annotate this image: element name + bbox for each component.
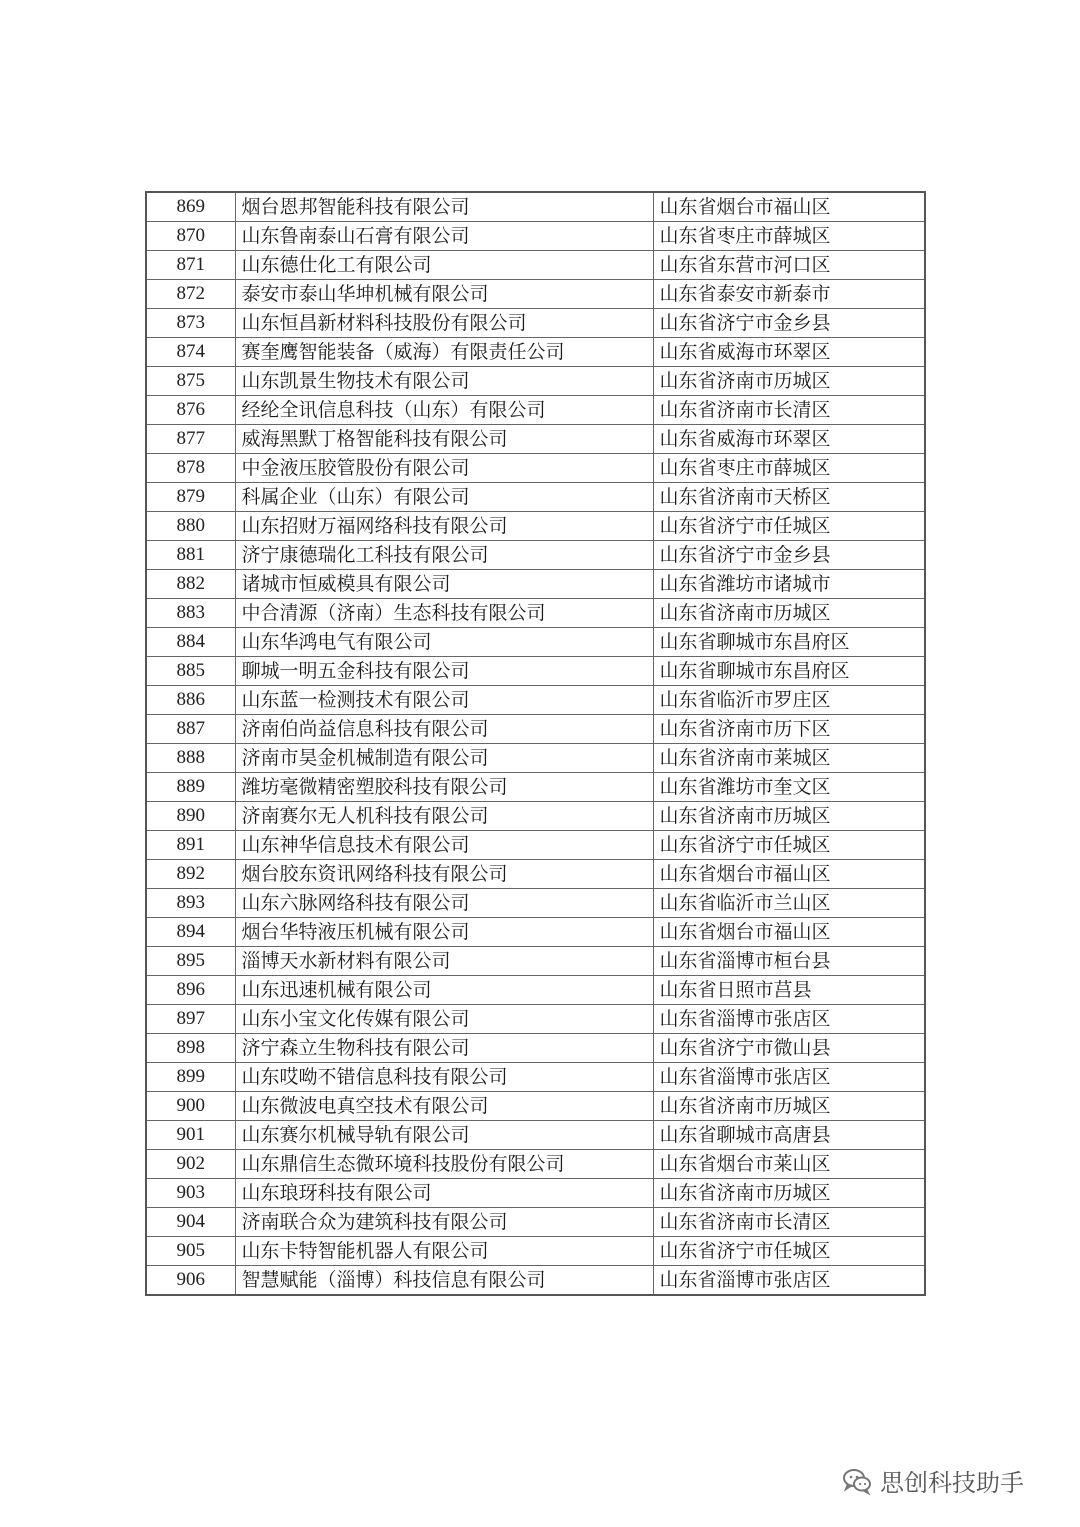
company-name: 烟台胶东资讯网络科技有限公司 bbox=[235, 860, 653, 889]
company-name: 赛奎鹰智能装备（威海）有限责任公司 bbox=[235, 338, 653, 367]
company-name: 山东赛尔机械导轨有限公司 bbox=[235, 1121, 653, 1150]
table-row bbox=[146, 715, 925, 744]
table-row bbox=[146, 512, 925, 541]
row-number: 902 bbox=[146, 1150, 235, 1179]
company-name: 中合清源（济南）生态科技有限公司 bbox=[235, 599, 653, 628]
table-row bbox=[146, 976, 925, 1005]
company-name: 中金液压胶管股份有限公司 bbox=[235, 454, 653, 483]
company-name: 山东鲁南泰山石膏有限公司 bbox=[235, 222, 653, 251]
row-number: 872 bbox=[146, 280, 235, 309]
table-row bbox=[146, 338, 925, 367]
company-name: 山东琅玡科技有限公司 bbox=[235, 1179, 653, 1208]
company-location: 山东省济南市历城区 bbox=[653, 367, 925, 396]
company-name: 潍坊毫微精密塑胶科技有限公司 bbox=[235, 773, 653, 802]
table-row bbox=[146, 686, 925, 715]
company-name: 泰安市泰山华坤机械有限公司 bbox=[235, 280, 653, 309]
company-location: 山东省淄博市桓台县 bbox=[653, 947, 925, 976]
company-name: 山东鼎信生态微环境科技股份有限公司 bbox=[235, 1150, 653, 1179]
table-row bbox=[146, 1121, 925, 1150]
row-number: 886 bbox=[146, 686, 235, 715]
table-row bbox=[146, 483, 925, 512]
table-row bbox=[146, 309, 925, 338]
company-location: 山东省东营市河口区 bbox=[653, 251, 925, 280]
company-name: 诸城市恒威模具有限公司 bbox=[235, 570, 653, 599]
company-name: 智慧赋能（淄博）科技信息有限公司 bbox=[235, 1266, 653, 1296]
row-number: 880 bbox=[146, 512, 235, 541]
company-location: 山东省临沂市罗庄区 bbox=[653, 686, 925, 715]
company-name: 山东迅速机械有限公司 bbox=[235, 976, 653, 1005]
row-number: 885 bbox=[146, 657, 235, 686]
table-row bbox=[146, 1150, 925, 1179]
row-number: 870 bbox=[146, 222, 235, 251]
table-row bbox=[146, 454, 925, 483]
company-location: 山东省济南市历下区 bbox=[653, 715, 925, 744]
company-name: 山东微波电真空技术有限公司 bbox=[235, 1092, 653, 1121]
company-location: 山东省济宁市金乡县 bbox=[653, 541, 925, 570]
row-number: 905 bbox=[146, 1237, 235, 1266]
row-number: 888 bbox=[146, 744, 235, 773]
company-location: 山东省淄博市张店区 bbox=[653, 1063, 925, 1092]
table-row bbox=[146, 222, 925, 251]
row-number: 901 bbox=[146, 1121, 235, 1150]
row-number: 892 bbox=[146, 860, 235, 889]
company-location: 山东省济宁市任城区 bbox=[653, 831, 925, 860]
company-location: 山东省济南市长清区 bbox=[653, 1208, 925, 1237]
row-number: 869 bbox=[146, 192, 235, 222]
table-row bbox=[146, 657, 925, 686]
table-row bbox=[146, 1237, 925, 1266]
row-number: 893 bbox=[146, 889, 235, 918]
table-row bbox=[146, 860, 925, 889]
row-number: 898 bbox=[146, 1034, 235, 1063]
row-number: 876 bbox=[146, 396, 235, 425]
company-location: 山东省烟台市莱山区 bbox=[653, 1150, 925, 1179]
row-number: 884 bbox=[146, 628, 235, 657]
table-row bbox=[146, 1092, 925, 1121]
row-number: 871 bbox=[146, 251, 235, 280]
company-name: 威海黑默丁格智能科技有限公司 bbox=[235, 425, 653, 454]
company-location: 山东省济南市历城区 bbox=[653, 1092, 925, 1121]
row-number: 883 bbox=[146, 599, 235, 628]
company-location: 山东省威海市环翠区 bbox=[653, 338, 925, 367]
table-row bbox=[146, 1208, 925, 1237]
company-location: 山东省济宁市金乡县 bbox=[653, 309, 925, 338]
table-row bbox=[146, 889, 925, 918]
company-name: 淄博天水新材料有限公司 bbox=[235, 947, 653, 976]
row-number: 894 bbox=[146, 918, 235, 947]
company-location: 山东省济南市历城区 bbox=[653, 802, 925, 831]
row-number: 873 bbox=[146, 309, 235, 338]
company-location: 山东省泰安市新泰市 bbox=[653, 280, 925, 309]
row-number: 906 bbox=[146, 1266, 235, 1296]
row-number: 896 bbox=[146, 976, 235, 1005]
row-number: 875 bbox=[146, 367, 235, 396]
table-row bbox=[146, 1266, 925, 1296]
table-row bbox=[146, 251, 925, 280]
row-number: 889 bbox=[146, 773, 235, 802]
company-location: 山东省烟台市福山区 bbox=[653, 860, 925, 889]
company-location: 山东省威海市环翠区 bbox=[653, 425, 925, 454]
company-location: 山东省济宁市任城区 bbox=[653, 1237, 925, 1266]
company-name: 山东德仕化工有限公司 bbox=[235, 251, 653, 280]
company-location: 山东省聊城市东昌府区 bbox=[653, 628, 925, 657]
company-location: 山东省济南市历城区 bbox=[653, 1179, 925, 1208]
row-number: 877 bbox=[146, 425, 235, 454]
company-name: 山东神华信息技术有限公司 bbox=[235, 831, 653, 860]
company-name: 山东凯景生物技术有限公司 bbox=[235, 367, 653, 396]
row-number: 903 bbox=[146, 1179, 235, 1208]
row-number: 879 bbox=[146, 483, 235, 512]
company-name: 山东蓝一检测技术有限公司 bbox=[235, 686, 653, 715]
company-location: 山东省日照市莒县 bbox=[653, 976, 925, 1005]
table-row bbox=[146, 570, 925, 599]
company-name: 山东招财万福网络科技有限公司 bbox=[235, 512, 653, 541]
table-row bbox=[146, 831, 925, 860]
company-location: 山东省济宁市任城区 bbox=[653, 512, 925, 541]
company-location: 山东省临沂市兰山区 bbox=[653, 889, 925, 918]
table-row bbox=[146, 367, 925, 396]
company-name: 山东小宝文化传媒有限公司 bbox=[235, 1005, 653, 1034]
company-name: 济宁森立生物科技有限公司 bbox=[235, 1034, 653, 1063]
company-location: 山东省济南市天桥区 bbox=[653, 483, 925, 512]
company-location: 山东省济南市莱城区 bbox=[653, 744, 925, 773]
company-name: 烟台华特液压机械有限公司 bbox=[235, 918, 653, 947]
company-location: 山东省淄博市张店区 bbox=[653, 1266, 925, 1296]
row-number: 878 bbox=[146, 454, 235, 483]
table-row bbox=[146, 802, 925, 831]
row-number: 874 bbox=[146, 338, 235, 367]
company-name: 烟台恩邦智能科技有限公司 bbox=[235, 192, 653, 222]
table-row bbox=[146, 1179, 925, 1208]
table-row bbox=[146, 541, 925, 570]
company-name: 聊城一明五金科技有限公司 bbox=[235, 657, 653, 686]
company-name: 山东卡特智能机器人有限公司 bbox=[235, 1237, 653, 1266]
company-location: 山东省济南市长清区 bbox=[653, 396, 925, 425]
row-number: 882 bbox=[146, 570, 235, 599]
row-number: 900 bbox=[146, 1092, 235, 1121]
table-row bbox=[146, 396, 925, 425]
company-location: 山东省聊城市高唐县 bbox=[653, 1121, 925, 1150]
table-row bbox=[146, 918, 925, 947]
company-location: 山东省淄博市张店区 bbox=[653, 1005, 925, 1034]
company-name: 济南伯尚益信息科技有限公司 bbox=[235, 715, 653, 744]
table-row bbox=[146, 773, 925, 802]
company-location: 山东省潍坊市奎文区 bbox=[653, 773, 925, 802]
table-row bbox=[146, 1034, 925, 1063]
row-number: 887 bbox=[146, 715, 235, 744]
company-name: 济南联合众为建筑科技有限公司 bbox=[235, 1208, 653, 1237]
table-row bbox=[146, 947, 925, 976]
row-number: 881 bbox=[146, 541, 235, 570]
row-number: 899 bbox=[146, 1063, 235, 1092]
watermark bbox=[842, 1463, 1024, 1498]
company-location: 山东省烟台市福山区 bbox=[653, 918, 925, 947]
company-table bbox=[145, 191, 926, 1296]
company-name: 山东哎呦不错信息科技有限公司 bbox=[235, 1063, 653, 1092]
table-row bbox=[146, 280, 925, 309]
watermark-text: 思创科技助手 bbox=[880, 1469, 1024, 1497]
wechat-icon bbox=[842, 1466, 872, 1496]
company-location: 山东省枣庄市薛城区 bbox=[653, 222, 925, 251]
row-number: 890 bbox=[146, 802, 235, 831]
table-body bbox=[146, 192, 925, 1295]
row-number: 904 bbox=[146, 1208, 235, 1237]
table-row bbox=[146, 1005, 925, 1034]
table-row bbox=[146, 628, 925, 657]
row-number: 891 bbox=[146, 831, 235, 860]
company-location: 山东省济南市历城区 bbox=[653, 599, 925, 628]
company-name: 山东恒昌新材料科技股份有限公司 bbox=[235, 309, 653, 338]
company-name: 山东华鸿电气有限公司 bbox=[235, 628, 653, 657]
company-name: 济宁康德瑞化工科技有限公司 bbox=[235, 541, 653, 570]
company-location: 山东省济宁市微山县 bbox=[653, 1034, 925, 1063]
company-name: 经纶全讯信息科技（山东）有限公司 bbox=[235, 396, 653, 425]
company-name: 济南市昊金机械制造有限公司 bbox=[235, 744, 653, 773]
company-location: 山东省烟台市福山区 bbox=[653, 192, 925, 222]
company-name: 济南赛尔无人机科技有限公司 bbox=[235, 802, 653, 831]
table-row bbox=[146, 425, 925, 454]
row-number: 895 bbox=[146, 947, 235, 976]
company-location: 山东省枣庄市薛城区 bbox=[653, 454, 925, 483]
table-row bbox=[146, 744, 925, 773]
company-name: 科属企业（山东）有限公司 bbox=[235, 483, 653, 512]
company-name: 山东六脉网络科技有限公司 bbox=[235, 889, 653, 918]
company-location: 山东省聊城市东昌府区 bbox=[653, 657, 925, 686]
table-row bbox=[146, 1063, 925, 1092]
company-location: 山东省潍坊市诸城市 bbox=[653, 570, 925, 599]
table-row bbox=[146, 192, 925, 222]
row-number: 897 bbox=[146, 1005, 235, 1034]
table-row bbox=[146, 599, 925, 628]
